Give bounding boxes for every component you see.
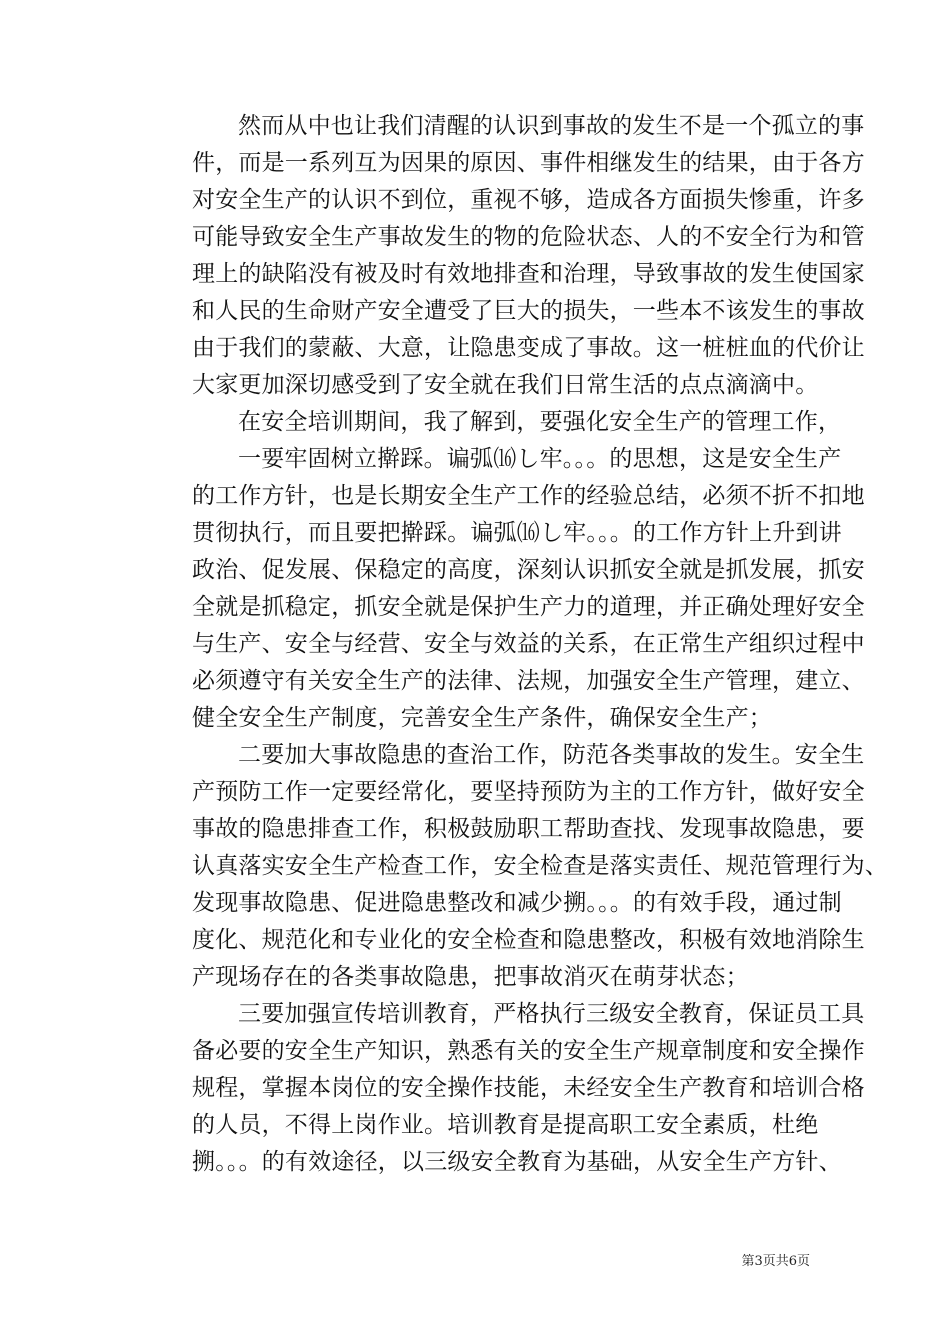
text-line: 由于我们的蒙蔽、大意，让隐患变成了事故。这一桩桩血的代价让 (192, 335, 865, 361)
text-line: 规程，掌握本岗位的安全操作技能，未经安全生产教育和培训合格 (192, 1075, 865, 1101)
text-line: 三要加强宣传培训教育，严格执行三级安全教育，保证员工具 (238, 1001, 865, 1027)
text-line: 对安全生产的认识不到位，重视不够，造成各方面损失惨重，许多 (192, 187, 865, 213)
text-line: 件，而是一系列互为因果的原因、事件相继发生的结果，由于各方 (192, 150, 865, 176)
text-line: 大家更加深切感受到了安全就在我们日常生活的点点滴滴中。 (192, 372, 819, 398)
text-line: 必须遵守有关安全生产的法律、法规，加强安全生产管理，建立、 (192, 668, 865, 694)
text-line: 可能导致安全生产事故发生的物的危险状态、人的不安全行为和管 (192, 224, 865, 250)
document-body (146, 108, 888, 1181)
text-line: 全就是抓稳定，抓安全就是保护生产力的道理，并正确处理好安全 (192, 594, 865, 620)
page-number-footer: 第3页共6页 (741, 1254, 810, 1269)
text-line: 认真落实安全生产检查工作，安全检查是落实责任、规范管理行为、 (192, 853, 888, 879)
text-line: 产预防工作一定要经常化，要坚持预防为主的工作方针，做好安全 (192, 779, 865, 805)
text-line: 政治、促发展、保稳定的高度，深刻认识抓安全就是抓发展，抓安 (192, 557, 865, 583)
text-line: 健全安全生产制度，完善安全生产条件，确保安全生产； (192, 705, 772, 731)
paragraph-1 (146, 108, 865, 404)
text-line: 的工作方针，也是长期安全生产工作的经验总结，必须不折不扣地 (192, 483, 865, 509)
paragraph-3 (146, 441, 865, 737)
text-line: 搠。。。的有效途径，以三级安全教育为基础，从安全生产方针、 (192, 1149, 842, 1175)
text-line: 的人员，不得上岗作业。培训教育是提高职工安全素质，杜绝 (192, 1112, 819, 1138)
text-line: 贯彻执行，而且要把擀踩。谝弧⒃し牢。。。的工作方针上升到讲 (192, 520, 842, 546)
text-line: 二要加大事故隐患的查治工作，防范各类事故的发生。安全生 (238, 742, 865, 768)
paragraph-4 (146, 737, 888, 996)
paragraph-2 (146, 404, 842, 441)
text-line: 产现场存在的各类事故隐患，把事故消灭在萌芽状态； (192, 964, 749, 990)
text-line: 理上的缺陷没有被及时有效地排查和治理，导致事故的发生使国家 (192, 261, 865, 287)
text-line: 一要牢固树立擀踩。谝弧⒃し牢。。。的思想，这是安全生产 (238, 446, 842, 472)
paragraph-5 (146, 996, 865, 1181)
text-line: 事故的隐患排查工作，积极鼓励职工帮助查找、发现事故隐患，要 (192, 816, 865, 842)
text-line: 在安全培训期间，我了解到，要强化安全生产的管理工作， (238, 409, 842, 435)
text-line: 发现事故隐患、促进隐患整改和减少搠。。。的有效手段，通过制 (192, 890, 842, 916)
text-line: 备必要的安全生产知识，熟悉有关的安全生产规章制度和安全操作 (192, 1038, 865, 1064)
text-line: 然而从中也让我们清醒的认识到事故的发生不是一个孤立的事 (238, 113, 865, 139)
text-line: 和人民的生命财产安全遭受了巨大的损失，一些本不该发生的事故 (192, 298, 865, 324)
text-line: 与生产、安全与经营、安全与效益的关系，在正常生产组织过程中 (192, 631, 865, 657)
text-line: 度化、规范化和专业化的安全检查和隐患整改，积极有效地消除生 (192, 927, 865, 953)
